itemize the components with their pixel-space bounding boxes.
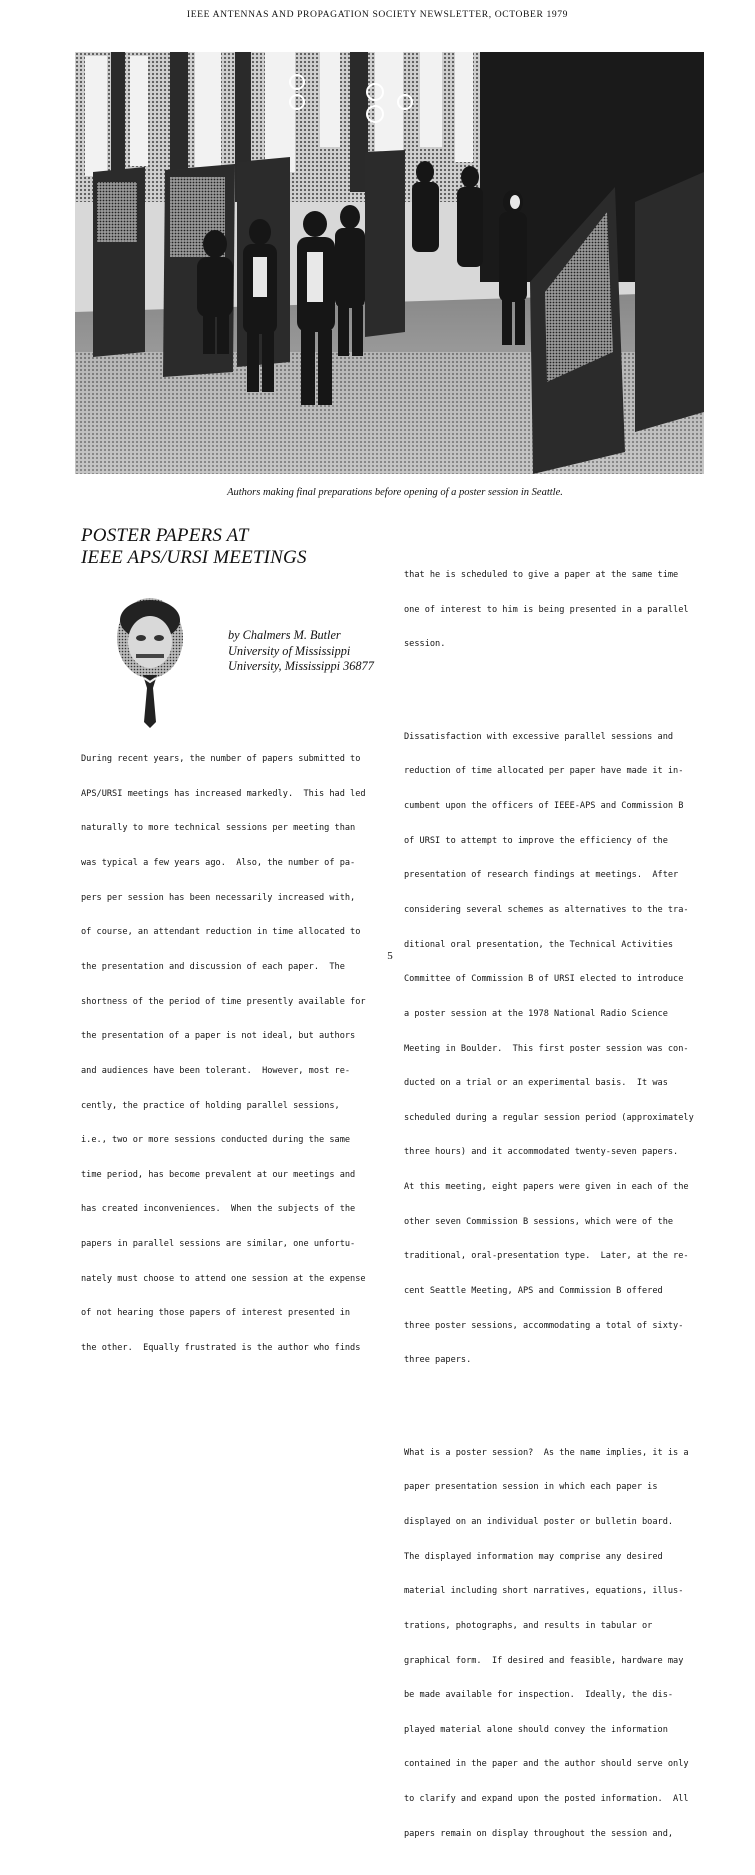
running-header: IEEE ANTENNAS AND PROPAGATION SOCIETY NEWSLETTER, OCTOBER 1979 bbox=[186, 9, 569, 20]
text-line: pers per session has been necessarily increased with, bbox=[81, 892, 356, 903]
text-line: What is a poster session? As the name implies, it is a bbox=[404, 1447, 689, 1458]
text-line: time period, has become prevalent at our meetings and bbox=[81, 1169, 356, 1180]
photo-caption: Authors making final preparations before opening of a poster session in Seattle. bbox=[227, 487, 563, 498]
text-line: graphical form. If desired and feasible, hardware may bbox=[404, 1655, 684, 1666]
text-line: material including short narratives, equations, illus- bbox=[404, 1586, 684, 1597]
author-name: by Chalmers M. Butler bbox=[228, 628, 341, 642]
text-line: of URSI to attempt to improve the efficiency of the bbox=[404, 835, 668, 846]
text-line: one of interest to him is being presented in a parallel bbox=[404, 604, 689, 615]
text-line: papers remain on display throughout the session and, bbox=[404, 1828, 674, 1839]
text-line: trations, photographs, and results in tabular or bbox=[404, 1620, 653, 1631]
text-line: i.e., two or more sessions conducted during the same bbox=[81, 1135, 351, 1146]
text-line: was typical a few years ago. Also, the number of pa- bbox=[81, 858, 356, 869]
text-line: cently, the practice of holding parallel sessions, bbox=[81, 1100, 340, 1111]
text-line: played material alone should convey the information bbox=[404, 1724, 668, 1735]
text-line: a poster session at the 1978 National Radio Science bbox=[404, 1008, 668, 1019]
text-line: The displayed information may comprise any desired bbox=[404, 1551, 663, 1562]
text-line: ditional oral presentation, the Technical Activities bbox=[404, 939, 674, 950]
text-line: three hours) and it accommodated twenty-seven papers. bbox=[404, 1147, 679, 1158]
text-line: naturally to more technical sessions per meeting than bbox=[81, 823, 356, 834]
poster-session-photo bbox=[75, 52, 704, 474]
author-portrait bbox=[100, 590, 200, 728]
text-line: to clarify and expand upon the posted information. All bbox=[404, 1794, 689, 1805]
text-line: other seven Commission B sessions, which were of the bbox=[404, 1216, 674, 1227]
text-line: reduction of time allocated per paper have made it in- bbox=[404, 766, 684, 777]
text-line: During recent years, the number of papers submitted to bbox=[81, 754, 361, 765]
text-line: Dissatisfaction with excessive parallel sessions and bbox=[404, 731, 674, 742]
text-line: scheduled during a regular session period (approximately bbox=[404, 1112, 694, 1123]
paragraph bbox=[404, 709, 694, 1390]
text-line: At this meeting, eight papers were given in each of the bbox=[404, 1182, 689, 1193]
text-line: the presentation of a paper is not ideal, but authors bbox=[81, 1031, 356, 1042]
text-line: of not hearing those papers of interest presented in bbox=[81, 1308, 351, 1319]
body-column-right bbox=[404, 524, 694, 1875]
text-line: the other. Equally frustrated is the author who finds bbox=[81, 1342, 361, 1353]
text-line: Committee of Commission B of URSI elected to introduce bbox=[404, 974, 684, 985]
title-line: POSTER PAPERS AT bbox=[81, 525, 249, 546]
text-line: session. bbox=[404, 639, 446, 650]
text-line: of course, an attendant reduction in time allocated to bbox=[81, 927, 361, 938]
text-line: three papers. bbox=[404, 1355, 472, 1366]
text-line: displayed on an individual poster or bulletin board. bbox=[404, 1516, 674, 1527]
text-line: contained in the paper and the author should serve only bbox=[404, 1759, 689, 1770]
text-line: and audiences have been tolerant. However, most re- bbox=[81, 1065, 351, 1076]
author-affiliation: University of Mississippi bbox=[228, 643, 351, 658]
page-number: 5 bbox=[387, 950, 393, 962]
text-line: cumbent upon the officers of IEEE-APS and Commission B bbox=[404, 801, 684, 812]
text-line: papers in parallel sessions are similar, one unfortu- bbox=[81, 1239, 356, 1250]
text-line: paper presentation session in which each paper is bbox=[404, 1482, 658, 1493]
text-line: ducted on a trial or an experimental basis. It was bbox=[404, 1078, 668, 1089]
body-column-left bbox=[81, 731, 366, 1366]
text-line: presentation of research findings at meetings. After bbox=[404, 870, 679, 881]
text-line: APS/URSI meetings has increased markedly. This had led bbox=[81, 788, 366, 799]
text-line: has created inconveniences. When the subjects of the bbox=[81, 1204, 356, 1215]
text-line: three poster sessions, accommodating a total of sixty- bbox=[404, 1320, 684, 1331]
text-line: cent Seattle Meeting, APS and Commission B offered bbox=[404, 1286, 663, 1297]
text-line: considering several schemes as alternatives to the tra- bbox=[404, 905, 689, 915]
article-title bbox=[81, 525, 307, 569]
text-line: be made available for inspection. Ideally, the dis- bbox=[404, 1690, 674, 1701]
author-byline bbox=[228, 628, 374, 675]
title-line: IEEE APS/URSI MEETINGS bbox=[81, 547, 307, 568]
author-address: University, Mississippi 36877 bbox=[228, 659, 374, 673]
paragraph bbox=[404, 547, 694, 674]
text-line: traditional, oral-presentation type. Later, at the re- bbox=[404, 1251, 689, 1262]
text-line: the presentation and discussion of each paper. The bbox=[81, 961, 345, 972]
text-line: that he is scheduled to give a paper at the same time bbox=[404, 570, 679, 581]
text-line: Meeting in Boulder. This first poster session was con- bbox=[404, 1043, 689, 1054]
paragraph bbox=[404, 1425, 694, 1864]
text-line: nately must choose to attend one session at the expense bbox=[81, 1273, 366, 1284]
text-line: shortness of the period of time presently available for bbox=[81, 996, 366, 1007]
